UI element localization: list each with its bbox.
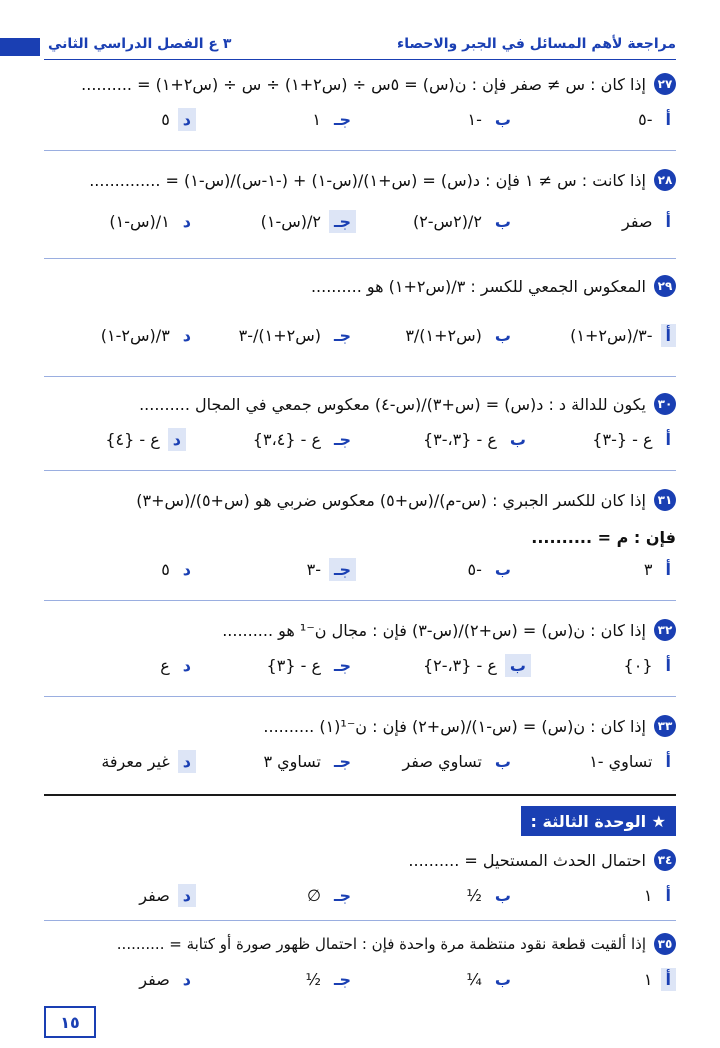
option-a[interactable] <box>644 558 676 581</box>
option-b[interactable] <box>466 884 516 907</box>
option-label: د <box>182 326 191 345</box>
page-number: ١٥ <box>44 1006 96 1038</box>
option-b[interactable] <box>468 108 516 131</box>
options-row <box>44 320 676 356</box>
header-semester-title: ٣ ع الفصل الدراسي الثاني <box>48 36 232 52</box>
option-d[interactable] <box>139 968 196 991</box>
option-label: أ <box>665 560 671 579</box>
option-label: أ <box>665 886 671 905</box>
question-text: المعكوس الجمعي للكسر : ٣/(س٢+١) هو .......... <box>310 276 646 296</box>
option-b[interactable] <box>466 968 516 991</box>
option-text: {٠} <box>623 656 653 675</box>
option-b[interactable] <box>468 558 516 581</box>
option-text: ١ <box>643 970 653 989</box>
question-30 <box>44 384 676 460</box>
option-text: ١ <box>312 110 321 129</box>
option-c[interactable] <box>253 428 356 451</box>
question-stem <box>44 480 676 520</box>
options-row <box>44 964 676 1000</box>
question-stem <box>44 840 676 880</box>
question-32 <box>44 610 676 686</box>
option-label: أ <box>661 324 676 347</box>
question-divider <box>44 470 676 471</box>
option-text: ¼ <box>466 970 482 989</box>
option-label: جـ <box>334 970 351 989</box>
option-label: ب <box>494 110 511 129</box>
option-text: صفر <box>139 886 170 905</box>
option-d[interactable] <box>105 428 186 451</box>
option-text: -١ <box>467 110 482 129</box>
option-label: د <box>178 108 196 131</box>
options-row <box>44 746 676 782</box>
header-rule <box>44 59 676 60</box>
question-34 <box>44 840 676 916</box>
option-a[interactable] <box>592 428 676 451</box>
option-text: ٣ <box>643 560 653 579</box>
option-text: -٣ <box>306 560 321 579</box>
option-text: ع - {٣،-٣} <box>422 430 497 449</box>
question-stem-continued <box>44 520 676 554</box>
option-label: ب <box>509 430 526 449</box>
option-label: أ <box>665 656 671 675</box>
question-text: يكون للدالة د : د(س) = (س+٣)/(س-٤) معكوس جمعي في المجال .......... <box>139 394 646 414</box>
question-27 <box>44 64 676 140</box>
option-label: د <box>182 212 191 231</box>
option-text: ع - {٣،-٢} <box>422 656 497 675</box>
option-label: أ <box>665 430 671 449</box>
option-text: ٥ <box>161 560 170 579</box>
question-number: ٣٥ <box>654 933 676 955</box>
question-number: ٢٨ <box>654 169 676 191</box>
option-b[interactable] <box>402 750 516 773</box>
question-stem <box>44 706 676 746</box>
option-a[interactable] <box>570 324 676 347</box>
unit-title-badge: ★ الوحدة الثالثة : <box>521 806 676 836</box>
option-text: تساوي صفر <box>402 752 482 771</box>
option-c[interactable] <box>307 558 356 581</box>
question-stem <box>44 384 676 424</box>
question-stem <box>44 610 676 650</box>
question-divider <box>44 258 676 259</box>
options-row <box>44 650 676 686</box>
question-number: ٣١ <box>654 489 676 511</box>
option-d[interactable] <box>109 210 196 233</box>
option-c[interactable] <box>239 324 356 347</box>
question-number: ٣٣ <box>654 715 676 737</box>
question-text-continued: فإن : م = .......... <box>531 527 676 547</box>
option-label: جـ <box>334 326 351 345</box>
option-label: ب <box>494 212 511 231</box>
option-text: ½ <box>466 886 482 905</box>
option-label: ب <box>494 326 511 345</box>
option-a[interactable] <box>624 654 676 677</box>
option-text: ½ <box>305 970 321 989</box>
question-text: إذا كان للكسر الجبري : (س-م)/(س+٥) معكوس ضربي هو (س+٥)/(س+٣) <box>136 490 646 510</box>
question-stem <box>44 64 676 104</box>
option-label: د <box>178 884 196 907</box>
options-row <box>44 104 676 140</box>
option-label: ب <box>494 970 511 989</box>
question-stem <box>44 160 676 200</box>
question-29 <box>44 266 676 356</box>
options-row <box>44 880 676 916</box>
option-text: -٣/(س٢+١) <box>570 326 653 345</box>
option-c[interactable] <box>267 654 356 677</box>
question-divider <box>44 150 676 151</box>
question-text: احتمال الحدث المستحيل = .......... <box>408 850 646 870</box>
question-text: إذا ألقيت قطعة نقود منتظمة مرة واحدة فإن : احتمال ظهور صورة أو كتابة = .......... <box>116 935 646 953</box>
option-text: (س٢+١)/-٣ <box>238 326 321 345</box>
question-text: إذا كانت : س ≠ ١ فإن : د(س) = (س+١)/(س-١) + (-١-س)/(س-١) = .............. <box>89 170 646 190</box>
option-d[interactable] <box>161 558 196 581</box>
option-label: د <box>168 428 186 451</box>
options-row <box>44 424 676 460</box>
option-a[interactable] <box>622 210 676 233</box>
option-text: ٣/(س٢-١) <box>100 326 170 345</box>
option-text: (س٢+١)/٣ <box>405 326 482 345</box>
question-divider <box>44 920 676 921</box>
option-d[interactable] <box>101 750 196 773</box>
option-d[interactable] <box>160 654 196 677</box>
option-text: غير معرفة <box>101 752 170 771</box>
option-b[interactable] <box>423 428 531 451</box>
question-text: إذا كان : ن(س) = (س-١)/(س+٢) فإن : ن⁻¹(١) .......... <box>263 716 646 736</box>
option-d[interactable] <box>101 324 196 347</box>
option-label: جـ <box>334 110 351 129</box>
option-text: -٥ <box>467 560 482 579</box>
option-text: ٢/(س-١) <box>260 212 321 231</box>
option-text: ع - {٣} <box>266 656 321 675</box>
question-text: إذا كان : س ≠ صفر فإن : ن(س) = ٥س ÷ (س٢+١) ÷ س ÷ (س٢+١) = .......... <box>81 74 646 94</box>
option-text: ٥ <box>161 110 170 129</box>
option-label: د <box>178 750 196 773</box>
option-b[interactable] <box>423 654 531 677</box>
question-31 <box>44 480 676 590</box>
question-divider <box>44 600 676 601</box>
option-label: أ <box>665 752 671 771</box>
option-d[interactable] <box>161 108 196 131</box>
question-divider <box>44 376 676 377</box>
option-label: د <box>182 560 191 579</box>
option-text: ∅ <box>307 886 321 905</box>
option-label: جـ <box>334 656 351 675</box>
option-label: ب <box>494 560 511 579</box>
question-stem <box>44 924 676 964</box>
question-33 <box>44 706 676 782</box>
question-number: ٣٢ <box>654 619 676 641</box>
question-text: إذا كان : ن(س) = (س+٢)/(س-٣) فإن : مجال ن⁻¹ هو .......... <box>222 620 646 640</box>
option-c[interactable] <box>312 108 356 131</box>
option-text: ١ <box>643 886 653 905</box>
option-label: أ <box>665 110 671 129</box>
option-label: د <box>182 970 191 989</box>
option-text: ع - {٤} <box>105 430 160 449</box>
header-book-title: مراجعة لأهم المسائل في الجبر والاحصاء <box>397 36 676 52</box>
option-text: ع - {٣،٤} <box>252 430 321 449</box>
option-text: تساوي ٣ <box>263 752 321 771</box>
option-text: ٢/(٢س-٢) <box>412 212 482 231</box>
question-number: ٣٠ <box>654 393 676 415</box>
option-label: جـ <box>334 430 351 449</box>
option-c[interactable] <box>261 210 356 233</box>
option-b[interactable] <box>413 210 516 233</box>
question-number: ٢٩ <box>654 275 676 297</box>
options-row <box>44 554 676 590</box>
option-label: ب <box>505 654 531 677</box>
option-a[interactable] <box>644 968 676 991</box>
option-c[interactable] <box>263 750 356 773</box>
option-label: د <box>182 656 191 675</box>
option-text: -٥ <box>638 110 653 129</box>
question-28 <box>44 160 676 242</box>
option-a[interactable] <box>644 884 676 907</box>
option-text: ١/(س-١) <box>109 212 170 231</box>
option-text: ع - {-٣} <box>592 430 653 449</box>
option-text: صفر <box>139 970 170 989</box>
question-35 <box>44 924 676 1000</box>
option-c[interactable] <box>305 968 356 991</box>
option-d[interactable] <box>139 884 196 907</box>
option-a[interactable] <box>638 108 676 131</box>
option-text: تساوي -١ <box>589 752 653 771</box>
option-label: ب <box>494 752 511 771</box>
option-b[interactable] <box>405 324 516 347</box>
option-text: ع <box>160 656 170 675</box>
option-text: صفر <box>622 212 653 231</box>
option-label: جـ <box>334 752 351 771</box>
header-accent-bar <box>0 38 40 56</box>
option-label: جـ <box>334 886 351 905</box>
question-number: ٢٧ <box>654 73 676 95</box>
option-label: جـ <box>329 210 356 233</box>
section-divider <box>44 794 676 796</box>
option-label: أ <box>665 212 671 231</box>
question-stem <box>44 266 676 306</box>
option-c[interactable] <box>307 884 356 907</box>
question-divider <box>44 696 676 697</box>
option-label: جـ <box>329 558 356 581</box>
page-header <box>0 34 720 62</box>
option-label: ب <box>494 886 511 905</box>
option-a[interactable] <box>589 750 676 773</box>
question-number: ٣٤ <box>654 849 676 871</box>
option-label: أ <box>661 968 676 991</box>
options-row <box>44 206 676 242</box>
